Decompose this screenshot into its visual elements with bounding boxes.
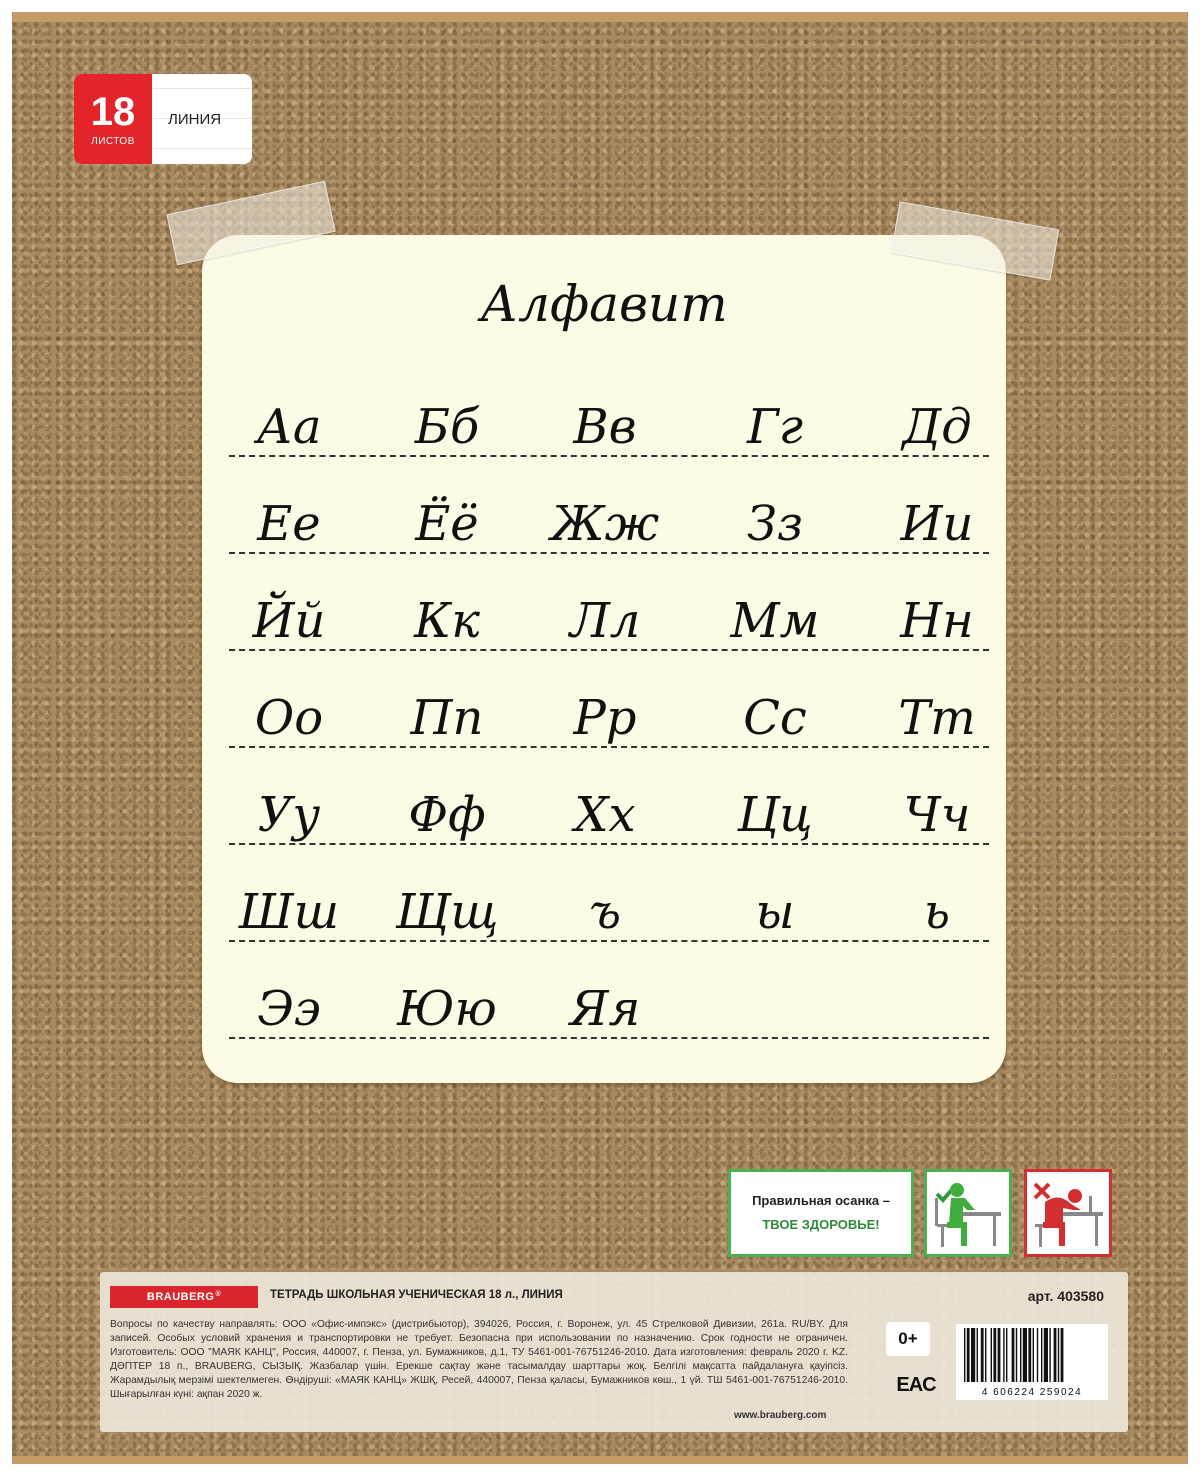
- letter-pair: Цц: [737, 787, 813, 843]
- letter-pair: Фф: [408, 787, 486, 843]
- letter-pair: Жж: [550, 496, 660, 552]
- ruling-type: ЛИНИЯ: [152, 74, 252, 164]
- alphabet-title: Алфавит: [480, 275, 728, 333]
- article-number: арт. 403580: [1027, 1288, 1104, 1304]
- letter-pair: Шш: [238, 884, 340, 940]
- letter-pair: Пп: [410, 690, 484, 746]
- alphabet-row: [229, 559, 989, 651]
- good-posture-icon: [924, 1169, 1012, 1257]
- alphabet-row: [229, 947, 989, 1039]
- letter-pair: Мм: [730, 593, 820, 649]
- letter-pair: Аа: [256, 399, 322, 455]
- alphabet-card: [202, 235, 1006, 1083]
- eac-mark: EAC: [896, 1373, 936, 1396]
- letter-pair: Тт: [898, 690, 976, 746]
- letter-pair: Юю: [397, 981, 497, 1037]
- letter-pair: Йй: [252, 593, 326, 649]
- posture-line-1: Правильная осанка –: [752, 1193, 890, 1208]
- alphabet-row: [229, 462, 989, 554]
- letter-pair: ъ: [589, 884, 621, 940]
- letter-pair: [715, 947, 835, 1039]
- alphabet-row: [229, 656, 989, 748]
- brand-logo: [110, 1286, 258, 1308]
- sheet-count-block: [74, 74, 152, 164]
- alphabet-row: [229, 850, 989, 942]
- letter-pair: Рр: [573, 690, 637, 746]
- letter-pair: Щщ: [395, 884, 499, 940]
- letter-pair: Уу: [257, 787, 321, 843]
- letter-pair: Гг: [746, 399, 804, 455]
- registered-mark: ®: [215, 1290, 222, 1298]
- letter-pair: Ии: [900, 496, 974, 552]
- letter-pair: Зз: [746, 496, 804, 552]
- letter-pair: Вв: [573, 399, 637, 455]
- top-band: [12, 12, 1188, 22]
- bad-posture-icon: [1024, 1169, 1112, 1257]
- letter-pair: Хх: [574, 787, 636, 843]
- letter-pair: Яя: [569, 981, 641, 1037]
- letter-pair: Бб: [414, 399, 480, 455]
- posture-message: [728, 1169, 914, 1257]
- sheet-count-unit: ЛИСТОВ: [91, 135, 135, 147]
- barcode: [956, 1324, 1108, 1400]
- letter-pair: Ее: [257, 496, 321, 552]
- age-rating: 0+: [886, 1322, 930, 1356]
- letter-pair: Чч: [903, 787, 971, 843]
- letter-pair: Дд: [902, 399, 972, 455]
- product-info-panel: [100, 1272, 1128, 1432]
- website: www.brauberg.com: [734, 1410, 827, 1421]
- letter-pair: Нн: [900, 593, 974, 649]
- letter-pair: Кк: [414, 593, 480, 649]
- notebook-cover: [12, 12, 1188, 1464]
- barcode-bars: [960, 1328, 1104, 1382]
- brand-name: BRAUBERG: [146, 1291, 215, 1303]
- letter-pair: Сс: [743, 690, 807, 746]
- letter-pair: Ёё: [415, 496, 479, 552]
- barcode-number: 4 606224 259024: [960, 1387, 1104, 1398]
- letter-pair: [877, 947, 997, 1039]
- sheet-count-badge: [74, 74, 252, 164]
- letter-pair: Оо: [254, 690, 324, 746]
- letter-pair: Ээ: [257, 981, 321, 1037]
- letter-pair: ы: [755, 884, 795, 940]
- letter-pair: ь: [923, 884, 951, 940]
- alphabet-row: [229, 753, 989, 845]
- alphabet-row: [229, 365, 989, 457]
- posture-line-2: ТВОЕ ЗДОРОВЬЕ!: [762, 1217, 880, 1232]
- bottom-band: [12, 1456, 1188, 1464]
- product-title: ТЕТРАДЬ ШКОЛЬНАЯ УЧЕНИЧЕСКАЯ 18 л., ЛИНИЯ: [270, 1289, 563, 1301]
- legal-text: Вопросы по качеству направлять: ООО «Офис-импэкс» (дистрибьютор), 394026, Россия, г. Воронеж, ул. 45 Стрелковой Дивизии, 261а. RU/BY. Для записей. Особых условий хранения и транспортировки не требует. Безопасна при использовании по назначению. Срок годности не ограничен. Изготовитель: ООО "МАЯК КАНЦ", Россия, 440007, г. Пенза, ул. Бумажников, д.1, ТУ 5461-001-76751246-2010. Дата изготовления: февраль 2020 г. KZ. ДӘПТЕР 18 п., BRAUBERG, СЫЗЫҚ. Жазбалар үшін. Ерекше сақтау және тасымалдау шарттары жоқ. Белгілі мақсатта пайдалануға қауіпсіз. Жарамдылық мерзімі шектелмеген. Өндіруші: «МАЯК КАНЦ» ЖШҚ, Ресей, 440007, Пенза қаласы, Бумажников көш., 1 үй. ТШ 5461-001-76751246-2010. Шығарылған күні: ақпан 2020 ж.: [110, 1319, 848, 1400]
- letter-pair: Лл: [569, 593, 641, 649]
- sheet-count: 18: [90, 89, 136, 134]
